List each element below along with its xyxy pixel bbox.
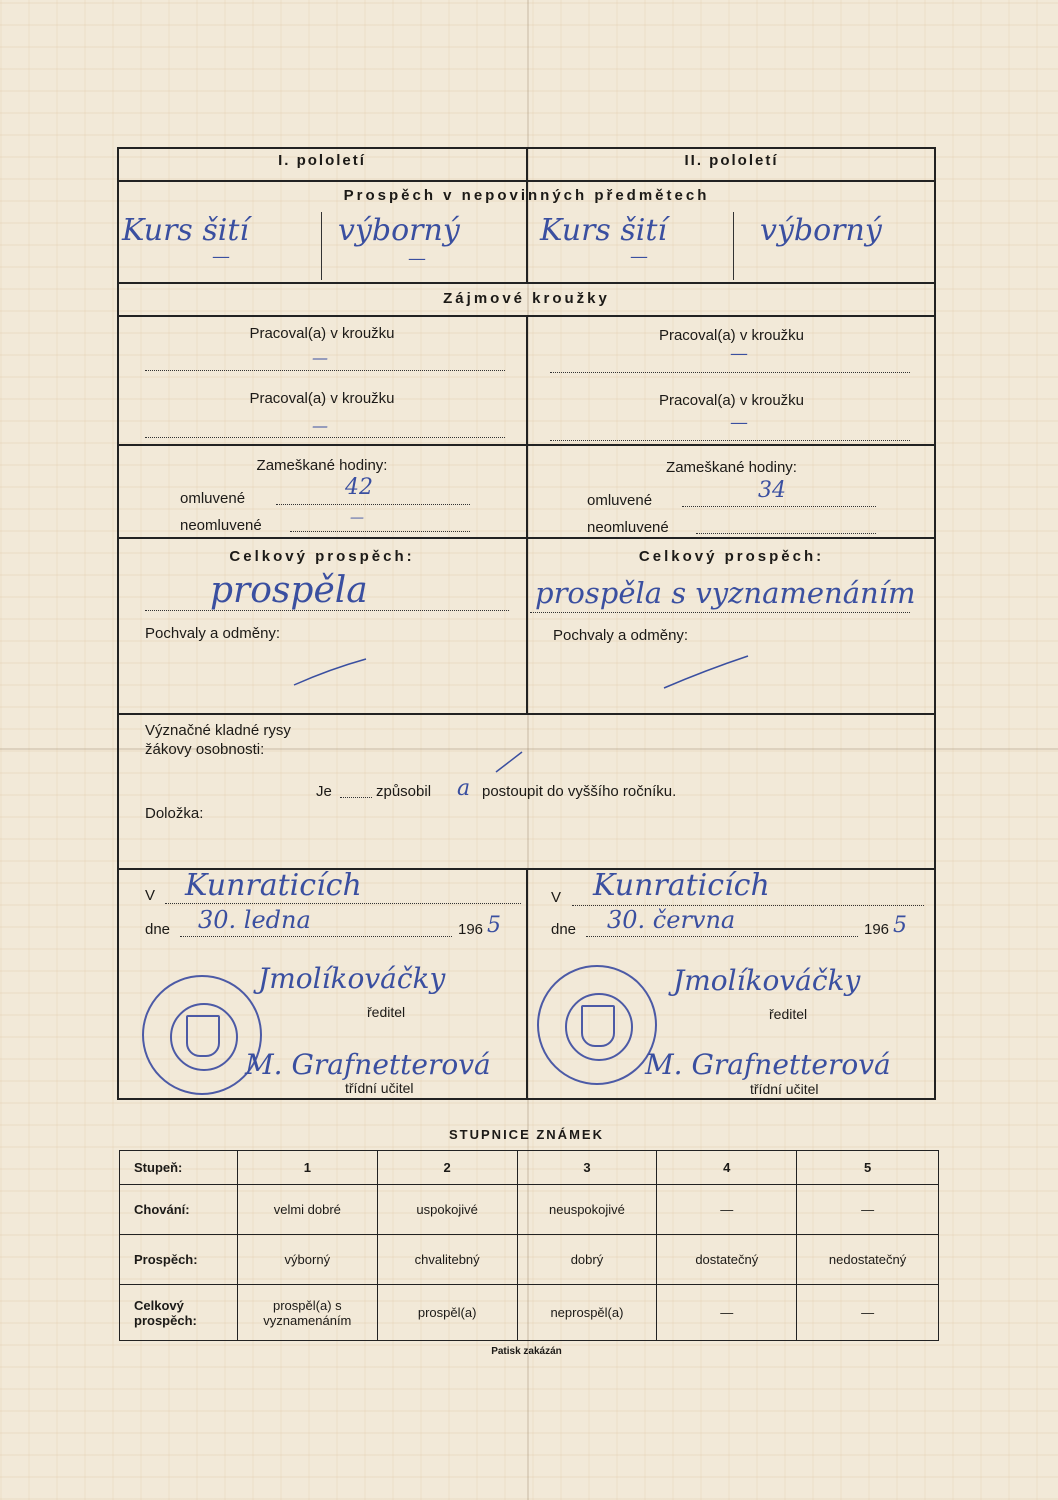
grade-scale-title: STUPNICE ZNÁMEK (449, 1127, 604, 1142)
traits-label-line1: Význačné kladné rysy (145, 722, 291, 739)
semester-first-heading: I. pololetí (278, 152, 366, 169)
grade-scale-row-label: Celkový prospěch: (120, 1285, 238, 1341)
overall-second-heading: Celkový prospěch: (638, 548, 825, 565)
clause-text-b: postoupit do vyššího ročníku. (482, 783, 677, 800)
absence-second-excused-value: 34 (758, 478, 786, 503)
divider (526, 868, 528, 1100)
grade-scale-row (120, 1235, 939, 1285)
date-first-label: dne (145, 921, 171, 938)
grade-scale-cell: nedostatečný (797, 1235, 939, 1285)
place-first-value: Kunraticích (185, 868, 362, 903)
overall-second-value: prospěla s vyznamenáním (535, 576, 916, 610)
absence-second-unexcused-label: neomluvené (587, 519, 669, 536)
teacher-signature-second: M. Grafnetterová (645, 1048, 891, 1081)
second-optional-subject: Kurs šití (540, 213, 667, 248)
absence-second-excused-line (682, 506, 876, 507)
absence-first-heading: Zameškané hodiny: (256, 457, 388, 474)
grade-scale-cell: 1 (237, 1151, 377, 1185)
grade-scale-cell: prospěl(a) (377, 1285, 517, 1341)
clubs-heading: Zájmové kroužky (443, 290, 610, 307)
club-first-value-2: — (312, 416, 328, 435)
divider (526, 315, 528, 713)
grade-scale-row (120, 1285, 939, 1341)
clause-hand: a (457, 776, 471, 801)
clause-text-a: způsobil (376, 783, 432, 800)
grade-scale-row-label: Prospěch: (120, 1235, 238, 1285)
club-second-line-2 (550, 440, 910, 441)
clause-prefix: Je (316, 783, 332, 800)
grade-scale-cell: 5 (797, 1151, 939, 1185)
rule (117, 713, 936, 715)
overall-first-heading: Celkový prospěch: (229, 548, 415, 565)
year-first-prefix: 196 (458, 921, 484, 938)
clause-label: Doložka: (145, 805, 204, 822)
praise-first-dash (290, 655, 370, 690)
club-first-line-1 (145, 370, 505, 371)
first-optional-grade: výborný (338, 213, 460, 248)
date-first-value: 30. ledna (198, 906, 311, 934)
grade-scale-cell: — (797, 1285, 939, 1341)
date-second-line (586, 936, 858, 937)
school-stamp-first (142, 975, 262, 1095)
clause-line (340, 797, 372, 798)
absence-second-excused-label: omluvené (587, 492, 653, 509)
overall-second-line (530, 612, 910, 613)
grade-scale-cell: dostatečný (657, 1235, 797, 1285)
teacher-signature-first: M. Grafnetterová (245, 1048, 491, 1081)
semester-second-heading: II. pololetí (684, 152, 779, 169)
absence-first-unexcused-label: neomluvené (180, 517, 262, 534)
absence-first-unexcused-value: — (350, 510, 364, 526)
club-second-line-1 (550, 372, 910, 373)
traits-dash (490, 748, 530, 776)
grade-scale-cell: — (797, 1185, 939, 1235)
club-second-value-1: — (730, 343, 748, 364)
grade-scale-cell: prospěl(a) s vyznamenáním (237, 1285, 377, 1341)
grade-scale-row-label: Chování: (120, 1185, 238, 1235)
grade-scale-cell: velmi dobré (237, 1185, 377, 1235)
praise-first-label: Pochvaly a odměny: (145, 625, 281, 642)
grade-scale-cell: neprospěl(a) (517, 1285, 657, 1341)
absence-first-excused-value: 42 (345, 475, 373, 500)
grade-scale-cell: výborný (237, 1235, 377, 1285)
absence-second-heading: Zameškané hodiny: (666, 459, 797, 476)
praise-second-dash (660, 652, 752, 692)
divider (733, 212, 734, 280)
divider (321, 212, 322, 280)
year-second-prefix: 196 (864, 921, 890, 938)
club-second-value-2: — (730, 412, 748, 433)
grade-scale-cell: 4 (657, 1151, 797, 1185)
place-second-label: V (551, 889, 562, 906)
date-second-value: 30. června (607, 906, 736, 934)
grade-scale-row (120, 1185, 939, 1235)
first-optional-subject: Kurs šití (122, 213, 249, 248)
director-signature-first: Jmolíkováčky (258, 962, 446, 995)
club-second-label-2: Pracoval(a) v kroužku (658, 392, 805, 409)
grade-scale-cell: 2 (377, 1151, 517, 1185)
grade-scale-row (120, 1151, 939, 1185)
year-second-value: 5 (893, 913, 907, 938)
absence-first-excused-label: omluvené (180, 490, 246, 507)
traits-label-line2: žákovy osobnosti: (145, 741, 265, 758)
grade-scale-cell: — (657, 1185, 797, 1235)
second-optional-grade: výborný (760, 213, 882, 248)
grade-scale-cell: uspokojivé (377, 1185, 517, 1235)
overall-first-value: prospěla (210, 570, 368, 611)
footer-note: Patisk zakázán (491, 1346, 562, 1357)
praise-second-label: Pochvaly a odměny: (553, 627, 689, 644)
club-first-label-2: Pracoval(a) v kroužku (249, 390, 395, 407)
first-optional-subject-dash: — (212, 246, 230, 267)
first-optional-grade-dash: — (408, 248, 426, 269)
second-optional-subject-dash: — (630, 246, 648, 267)
grade-scale-cell: chvalitebný (377, 1235, 517, 1285)
grade-scale-cell: — (657, 1285, 797, 1341)
rule (117, 282, 936, 284)
date-second-label: dne (551, 921, 577, 938)
absence-first-excused-line (276, 504, 470, 505)
club-first-label-1: Pracoval(a) v kroužku (249, 325, 395, 342)
optional-subjects-heading: Prospěch v nepovinných předmětech (343, 187, 710, 204)
club-second-label-1: Pracoval(a) v kroužku (658, 327, 805, 344)
grade-scale-table (119, 1150, 939, 1341)
absence-first-unexcused-line (290, 531, 470, 532)
school-stamp-second (537, 965, 657, 1085)
teacher-label-second: třídní učitel (750, 1081, 819, 1097)
director-label-second: ředitel (769, 1006, 808, 1022)
place-first-line (165, 903, 521, 904)
grade-scale-row-label: Stupeň: (120, 1151, 238, 1185)
place-second-value: Kunraticích (593, 868, 770, 903)
absence-second-unexcused-line (696, 533, 876, 534)
date-first-line (180, 936, 452, 937)
club-first-line-2 (145, 437, 505, 438)
club-first-value-1: — (312, 348, 328, 367)
place-first-label: V (145, 887, 156, 904)
year-first-value: 5 (487, 913, 501, 938)
grade-scale-cell: neuspokojivé (517, 1185, 657, 1235)
teacher-label-first: třídní učitel (345, 1080, 414, 1096)
overall-first-line (145, 610, 509, 611)
director-label-first: ředitel (367, 1004, 406, 1020)
grade-scale-cell: dobrý (517, 1235, 657, 1285)
grade-scale-cell: 3 (517, 1151, 657, 1185)
director-signature-second: Jmolíkováčky (673, 964, 861, 997)
